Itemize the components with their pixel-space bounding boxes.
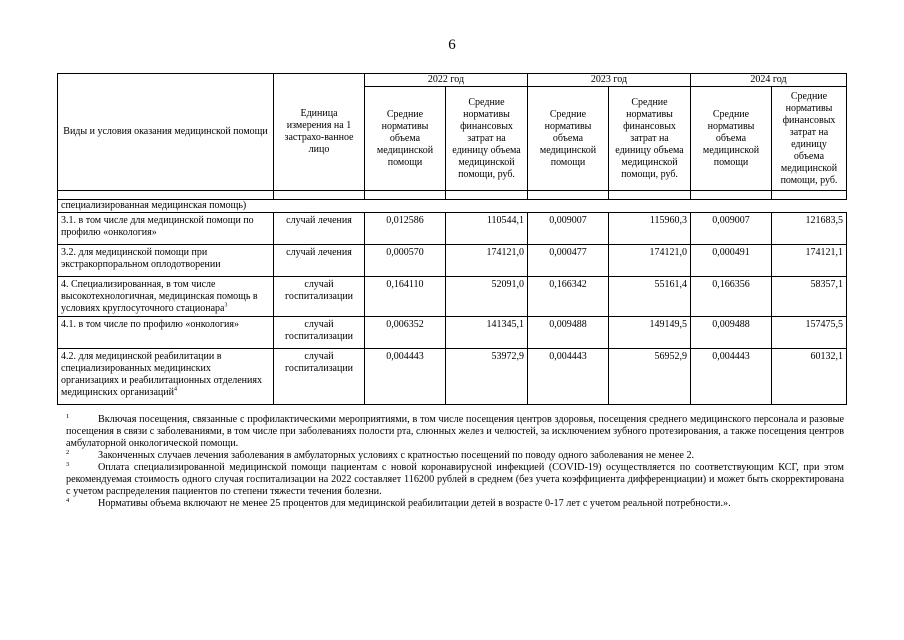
cost-2023: 174121,0	[609, 245, 691, 277]
cost-2023: 149149,5	[609, 317, 691, 349]
volume-2022: 0,164110	[365, 277, 446, 317]
volume-2022: 0,006352	[365, 317, 446, 349]
cost-2024: 157475,5	[772, 317, 847, 349]
footnote	[66, 450, 844, 462]
cost-2023: 115960,3	[609, 213, 691, 245]
sub-volume-2024: Средние нормативы объема медицинской помощи	[691, 87, 772, 191]
cost-2022: 53972,9	[446, 349, 528, 405]
row-name: 4. Специализированная, в том числе высокотехнологичная, медицинская помощь в условиях круглосуточного стационара$^3$	[58, 277, 274, 317]
page-number: 6	[448, 37, 456, 53]
footnote	[66, 498, 844, 510]
row-unit: случай госпитализации	[274, 317, 365, 349]
footnote-mark: 2	[66, 449, 70, 456]
footnote	[66, 462, 844, 498]
sub-volume-2023: Средние нормативы объема медицинской помощи	[528, 87, 609, 191]
cost-2022: 110544,1	[446, 213, 528, 245]
cost-2024: 58357,1	[772, 277, 847, 317]
cost-2024: 174121,1	[772, 245, 847, 277]
footnote-text: Нормативы объема включают не менее 25 процентов для медицинской реабилитации детей в возрасте 0-17 лет с учетом реальной потребности.».	[98, 498, 731, 509]
volume-2022: 0,004443	[365, 349, 446, 405]
footnote-ref: 3	[224, 302, 228, 309]
volume-2022: 0,000570	[365, 245, 446, 277]
year-2024-header: 2024 год	[691, 74, 847, 87]
footnote-mark: 3	[66, 461, 70, 468]
table-body	[58, 213, 847, 405]
cost-2023: 55161,4	[609, 277, 691, 317]
table-row	[58, 317, 847, 349]
section-row	[58, 200, 847, 213]
row-name: 4.1. в том числе по профилю «онкология»	[58, 317, 274, 349]
footnote-text: Оплата специализированной медицинской помощи пациентам с новой коронавирусной инфекцией (COVID-19) осуществляется по соответствующим КСГ, при этом рекомендуемая стоимость одного случая госпитализации на 2022 составляет 116200 рублей в среднем (без учета коэффициента дифференциации) и может быть скорректирована с учетом распределения пациентов по степени тяжести течения болезни.	[66, 462, 844, 497]
cost-2024: 121683,5	[772, 213, 847, 245]
row-unit: случай госпитализации	[274, 349, 365, 405]
volume-2023: 0,166342	[528, 277, 609, 317]
col-unit-header: Единица измерения на 1 застрахо-ванное лицо	[274, 74, 365, 191]
section-label: специализированная медицинская помощь)	[58, 200, 847, 213]
sub-volume-2022: Средние нормативы объема медицинской помощи	[365, 87, 446, 191]
volume-2024: 0,009488	[691, 317, 772, 349]
year-2022-header: 2022 год	[365, 74, 528, 87]
col-kind-header: Виды и условия оказания медицинской помощи	[58, 74, 274, 191]
cost-2022: 141345,1	[446, 317, 528, 349]
sub-cost-2022: Средние нормативы финансовых затрат на единицу объема медицинской помощи, руб.	[446, 87, 528, 191]
row-unit: случай лечения	[274, 245, 365, 277]
volume-2023: 0,000477	[528, 245, 609, 277]
footnotes	[66, 414, 844, 510]
footnote-ref: 4	[173, 386, 177, 393]
footnote-mark: 1	[66, 413, 70, 420]
footnote	[66, 414, 844, 450]
table-row	[58, 277, 847, 317]
volume-2023: 0,009007	[528, 213, 609, 245]
normatives-table	[57, 73, 847, 405]
table-row	[58, 245, 847, 277]
row-name: 3.2. для медицинской помощи при экстракорпоральном оплодотворении	[58, 245, 274, 277]
cost-2022: 52091,0	[446, 277, 528, 317]
volume-2024: 0,009007	[691, 213, 772, 245]
year-header-row	[58, 74, 847, 87]
table-row	[58, 213, 847, 245]
footnote-text: Включая посещения, связанные с профилактическими мероприятиями, в том числе посещения центров здоровья, посещения среднего медицинского персонала и разовые посещения в связи с заболеваниями, в том числе при заболеваниях полости рта, слюнных желез и челюстей, за исключением зубного протезирования, а также посещения центров амбулаторной онкологической помощи.	[66, 414, 844, 449]
cost-2024: 60132,1	[772, 349, 847, 405]
volume-2024: 0,000491	[691, 245, 772, 277]
row-unit: случай госпитализации	[274, 277, 365, 317]
row-name: 3.1. в том числе для медицинской помощи по профилю «онкология»	[58, 213, 274, 245]
blank-row	[58, 191, 847, 200]
volume-2022: 0,012586	[365, 213, 446, 245]
table-row	[58, 349, 847, 405]
sub-cost-2023: Средние нормативы финансовых затрат на единицу объема медицинской помощи, руб.	[609, 87, 691, 191]
volume-2023: 0,009488	[528, 317, 609, 349]
year-2023-header: 2023 год	[528, 74, 691, 87]
row-name: 4.2. для медицинской реабилитации в специализированных медицинских организациях и реабилитационных отделениях медицинских организаций$^4$	[58, 349, 274, 405]
volume-2024: 0,166356	[691, 277, 772, 317]
footnote-text: Законченных случаев лечения заболевания в амбулаторных условиях с кратностью посещений по поводу одного заболевания не менее 2.	[98, 450, 695, 461]
volume-2024: 0,004443	[691, 349, 772, 405]
sub-cost-2024: Средние нормативы финансовых затрат на единицу объема медицинской помощи, руб.	[772, 87, 847, 191]
volume-2023: 0,004443	[528, 349, 609, 405]
cost-2023: 56952,9	[609, 349, 691, 405]
row-unit: случай лечения	[274, 213, 365, 245]
cost-2022: 174121,0	[446, 245, 528, 277]
footnote-mark: 4	[66, 497, 70, 504]
